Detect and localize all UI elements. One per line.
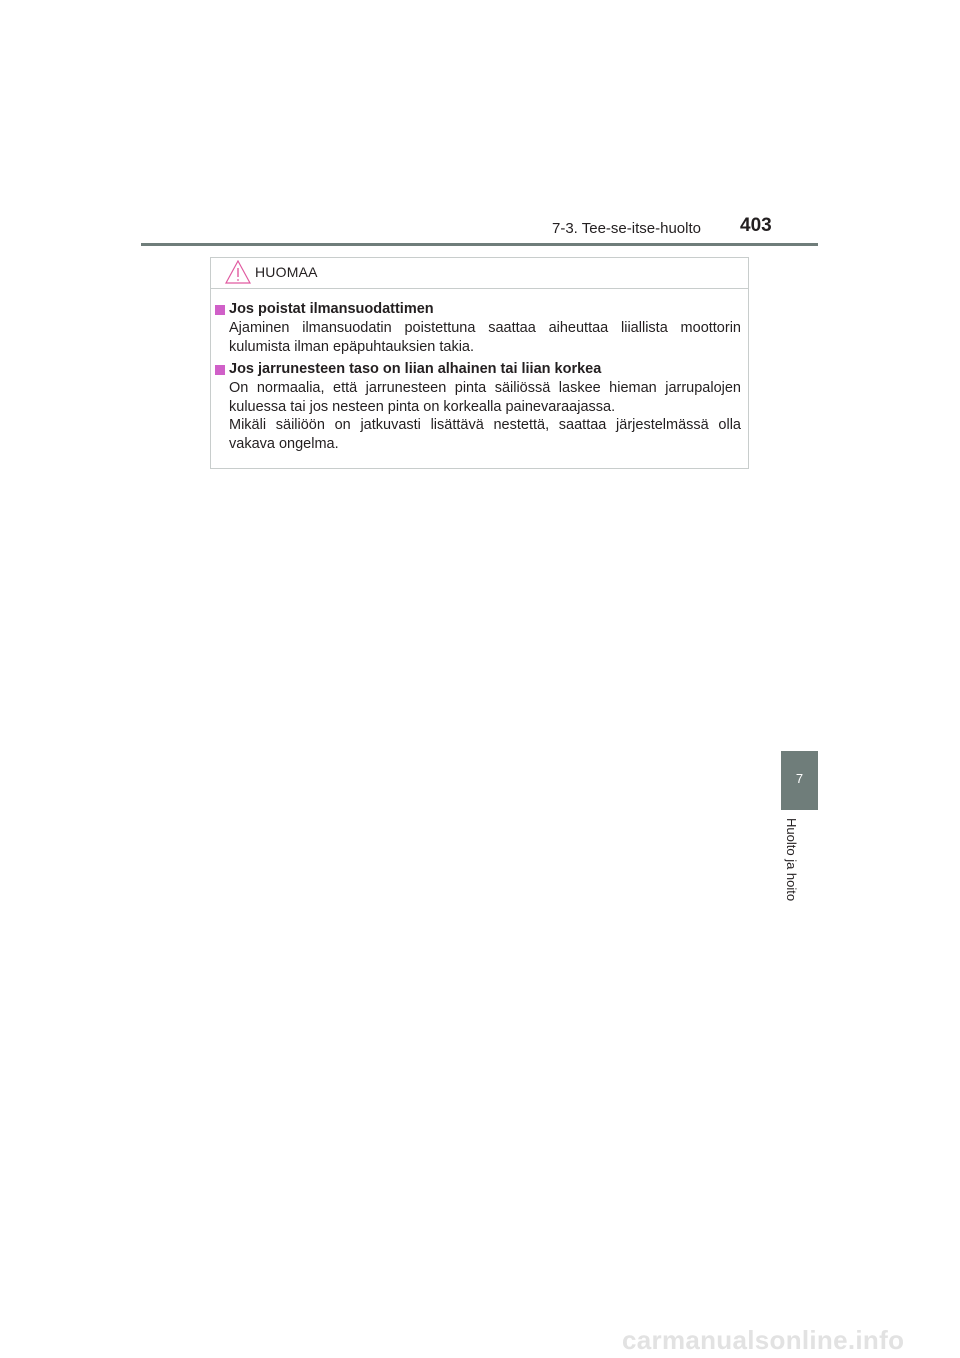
bullet-square-icon	[215, 305, 225, 315]
header-divider	[141, 243, 818, 246]
notice-item-heading	[215, 359, 741, 379]
notice-paragraph: Ajaminen ilmansuodatin poistettuna saattaa aiheuttaa liiallista moottorin kulumista ilman epäpuhtauksien takia.	[229, 320, 741, 355]
chapter-title: Huolto ja hoito	[784, 818, 799, 902]
chapter-number: 7	[795, 771, 804, 786]
notice-item-title: Jos poistat ilmansuodattimen	[229, 301, 434, 317]
notice-item	[215, 359, 741, 453]
notice-paragraph: Mikäli säiliöön on jatkuvasti lisättävä nestettä, saattaa järjestelmässä olla vakava ongelma.	[229, 417, 741, 452]
notice-item-title: Jos jarrunesteen taso on liian alhainen tai liian korkea	[229, 361, 602, 377]
notice-box	[210, 257, 749, 469]
warning-triangle-icon	[225, 260, 251, 284]
notice-item-heading	[215, 299, 741, 319]
chapter-tab	[781, 751, 818, 810]
notice-title: HUOMAA	[255, 264, 318, 280]
notice-item-body	[229, 319, 741, 356]
notice-header	[211, 258, 748, 289]
bullet-square-icon	[215, 365, 225, 375]
notice-item	[215, 299, 741, 356]
notice-item-body	[229, 379, 741, 453]
section-title: 7-3. Tee-se-itse-huolto	[552, 220, 701, 237]
notice-paragraph: On normaalia, että jarrunesteen pinta säiliössä laskee hieman jarrupalojen kuluessa tai jos nesteen pinta on korkealla painevaraajassa.	[229, 380, 741, 415]
page-number: 403	[740, 215, 772, 236]
watermark: carmanualsonline.info	[622, 1325, 905, 1355]
chapter-label	[776, 818, 816, 918]
